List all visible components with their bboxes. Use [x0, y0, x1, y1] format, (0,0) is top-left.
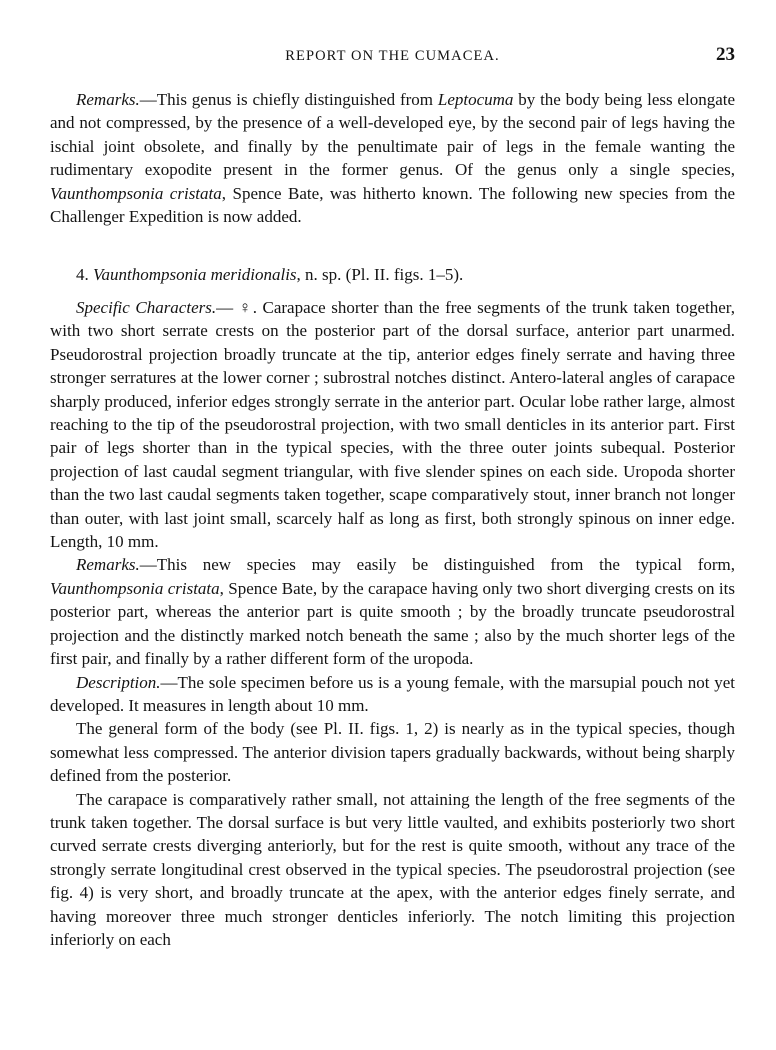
genus-remarks-section: [50, 88, 735, 228]
species-description-section: [50, 296, 735, 951]
genus-name-leptocuma: Leptocuma: [437, 90, 514, 109]
species-name-cristata: Vaunthompsonia cristata: [50, 578, 220, 598]
paragraph-general-form: The general form of the body (see Pl. II. figs. 1, 2) is nearly as in the typical species, though somewhat less compressed. The anterior division tapers gradually backwards, without being sharply defined from the posterior.: [50, 719, 735, 786]
remarks-label: Remarks.: [76, 555, 140, 575]
species-name-cristata: Vaunthompsonia cristata: [50, 183, 222, 203]
species-heading: 4. Vaunthompsonia meridionalis, n. sp. (Pl. II. figs. 1–5).: [76, 265, 464, 284]
paragraph-specific-characters: Specific Characters.— ♀. Carapace shorter than the free segments of the trunk taken together, with two short serrate crests on the posterior part of the dorsal surface, anterior part unarmed. Pseudorostral projection broadly truncate at the tip, anterior edges finely serrate and having three stronger serratures at the lower corner ; subrostral notches distinct. Antero-lateral angles of carapace sharply produced, inferior edges strongly serrate in the anterior part. Ocular lobe rather large, almost reaching to the tip of the pseudorostral projection, with two small denticles in its anterior part. First pair of legs shorter than in the typical species, with the three outer joints subequal. Posterior projection of last caudal segment triangular, with five slender spines on each side. Uropoda shorter than the two last caudal segments taken together, scape comparatively stout, inner branch not longer than outer, with last joint small, scarcely half as long as first, both strongly spinous on inner edge. Length, 10 mm.: [50, 298, 735, 552]
specific-characters-label: Specific Characters.: [76, 298, 217, 317]
page-number: 23: [716, 44, 735, 65]
paragraph-genus-remarks: Remarks.—This genus is chiefly distinguished from Leptocuma by the body being less elongate and not compressed, by the presence of a well-developed eye, by the second pair of legs having the ischial joint obsolete, and finally by the penultimate pair of legs in the female wanting the rudimentary exopodite present in the former genus. Of the genus only a single species, Vaunthompsonia cristata, Spence Bate, was hitherto known. The following new species from the Challenger Expedition is now added.: [50, 90, 736, 227]
running-header: [50, 44, 735, 70]
female-symbol: — ♀.: [216, 298, 263, 317]
paragraph-description: Description.—The sole specimen before us is a young female, with the marsupial pouch not yet developed. It measures in length about 10 mm.: [50, 672, 735, 715]
paragraph-carapace: The carapace is comparatively rather small, not attaining the length of the free segments of the trunk taken together. The dorsal surface is but very little vaulted, and exhibits posteriorly two short curved serrate crests diverging anteriorly, but for the rest is quite smooth, without any trace of the strongly serrate longitudinal crest observed in the typical species. The pseudorostral projection (see fig. 4) is very short, and broadly truncate at the apex, with the anterior edges finely serrate, and having moreover three much stronger denticles inferiorly. The notch limiting this projection inferiorly on each: [50, 789, 735, 949]
paragraph-species-remarks: Remarks.—This new species may easily be distinguished from the typical form, Vaunthompsonia cristata, Spence Bate, by the carapace having only two short diverging crests on its posterior part, whereas the anterior part is quite smooth ; by the broadly truncate pseudorostral projection and the distinctly marked notch beneath the same ; also by the much shorter legs of the first pair, and finally by a rather different form of the uropoda.: [50, 555, 735, 669]
running-title: REPORT ON THE CUMACEA.: [285, 48, 500, 64]
remarks-label: Remarks.: [76, 90, 140, 109]
species-name-meridionalis: Vaunthompsonia meridionalis: [93, 265, 297, 284]
description-label: Description.: [76, 672, 161, 692]
